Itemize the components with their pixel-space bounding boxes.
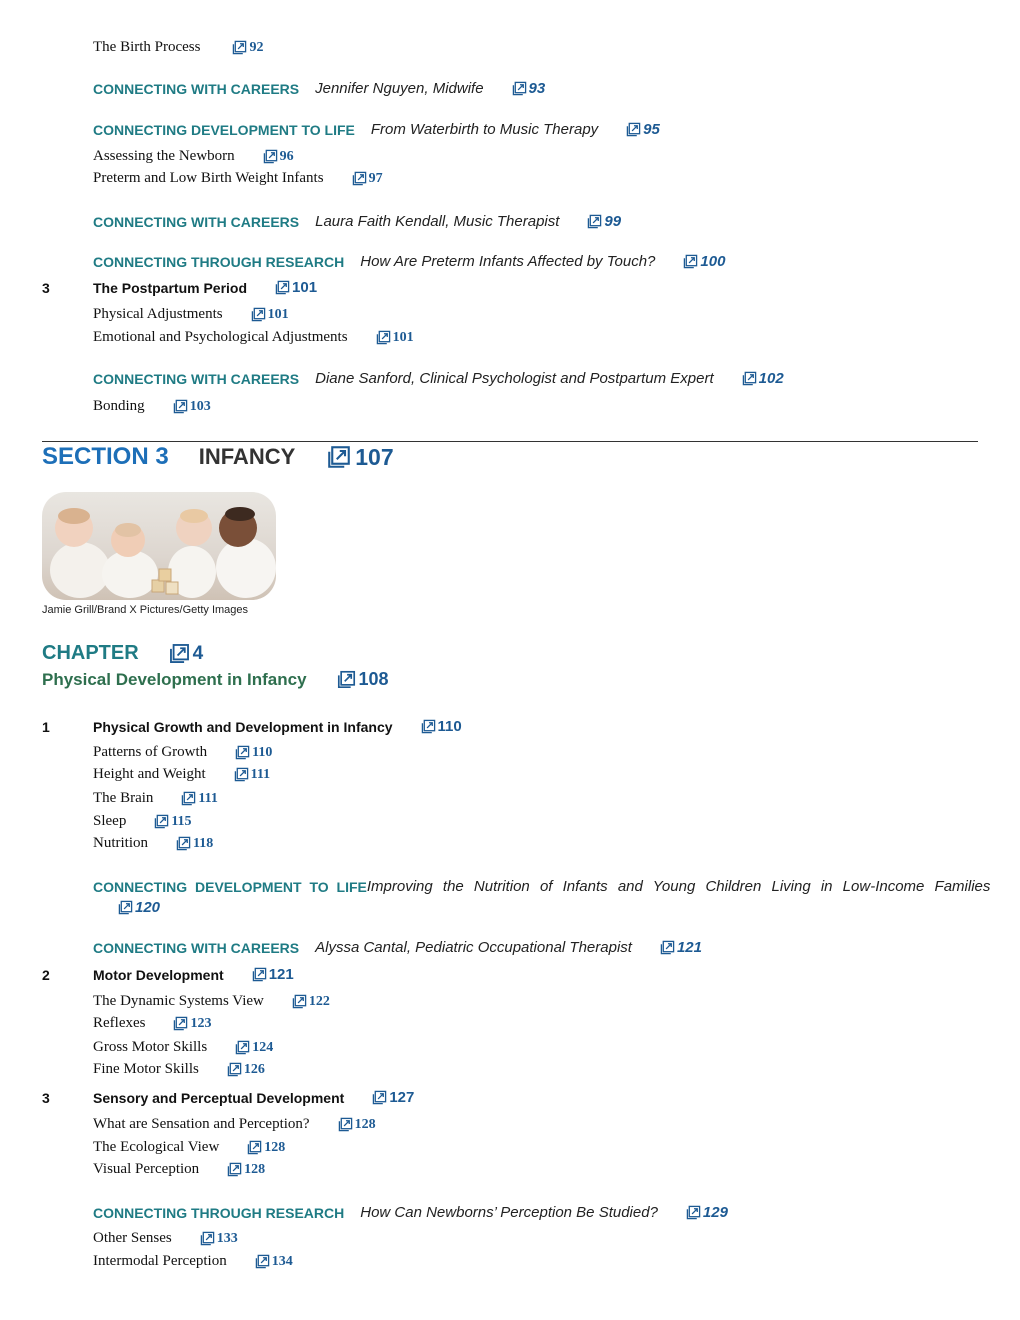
page-link[interactable] (275, 279, 317, 296)
external-link-icon (337, 670, 356, 689)
page-number: 128 (354, 1116, 376, 1132)
external-link-icon (232, 40, 247, 55)
page-number: 103 (189, 398, 211, 414)
page-link[interactable] (234, 767, 270, 783)
feature-title: How Are Preterm Infants Affected by Touch? (360, 253, 656, 270)
feature-entry[interactable] (93, 121, 660, 138)
external-link-icon (275, 280, 290, 295)
external-link-icon (118, 900, 133, 915)
page-link[interactable] (255, 1254, 293, 1270)
section-heading[interactable] (42, 443, 394, 471)
toc-entry[interactable] (93, 790, 218, 807)
entry-label: What are Sensation and Perception? (93, 1116, 310, 1132)
page-link[interactable] (376, 330, 414, 346)
page-link[interactable] (587, 213, 621, 230)
toc-entry[interactable] (93, 1061, 265, 1078)
entry-label: Intermodal Perception (93, 1253, 227, 1269)
page-link[interactable] (292, 994, 330, 1010)
toc-entry[interactable] (93, 1230, 238, 1247)
page-link[interactable] (251, 307, 289, 323)
toc-entry[interactable] (93, 398, 211, 415)
page-link[interactable] (227, 1162, 265, 1178)
page-number: 121 (268, 966, 294, 983)
external-link-icon (200, 1231, 215, 1246)
toc-entry[interactable] (93, 306, 289, 323)
page-number: 96 (279, 148, 294, 164)
external-link-icon (327, 445, 351, 469)
external-link-icon (247, 1140, 262, 1155)
page-number: 128 (244, 1161, 266, 1177)
page-link[interactable] (176, 836, 213, 852)
feature-tag: CONNECTING WITH CAREERS (93, 370, 300, 387)
page-number: 111 (250, 766, 271, 782)
entry-label: Assessing the Newborn (93, 148, 235, 164)
external-link-icon (173, 399, 188, 414)
subsection-number: 3 (42, 280, 50, 296)
page-number: 110 (252, 744, 273, 760)
feature-entry[interactable] (93, 213, 621, 230)
babies-illustration (42, 492, 276, 600)
feature-tag: CONNECTING DEVELOPMENT TO LIFE (93, 121, 355, 138)
external-link-icon (169, 643, 190, 664)
page-number: 126 (243, 1061, 265, 1077)
external-link-icon (683, 254, 698, 269)
subsection-title: The Postpartum Period (93, 279, 248, 296)
external-link-icon (686, 1205, 701, 1220)
page-link[interactable] (686, 1204, 728, 1221)
external-link-icon (235, 1040, 250, 1055)
page-number: 122 (308, 993, 330, 1009)
toc-entry[interactable] (93, 1015, 211, 1032)
feature-title: Alyssa Cantal, Pediatric Occupational Therapist (315, 939, 632, 956)
page-number: 100 (700, 253, 726, 270)
feature-tag: CONNECTING WITH CAREERS (93, 213, 300, 230)
entry-label: The Brain (93, 790, 154, 806)
page-link[interactable] (421, 718, 462, 735)
external-link-icon (352, 171, 367, 186)
subsection-title: Physical Growth and Development in Infancy (93, 718, 393, 735)
toc-entry[interactable] (93, 1116, 376, 1133)
page-link[interactable] (352, 171, 383, 187)
page-number: 121 (676, 939, 702, 956)
feature-title: Improving the Nutrition of Infants and Young Children Living in Low-Income Families (366, 878, 991, 895)
page-link[interactable] (512, 80, 546, 97)
feature-title: Diane Sanford, Clinical Psychologist and Postpartum Expert (315, 370, 714, 387)
feature-tag: CONNECTING WITH CAREERS (93, 80, 300, 97)
entry-label: Sleep (93, 813, 127, 829)
feature-entry[interactable] (93, 939, 702, 956)
external-link-icon (263, 149, 278, 164)
toc-entry[interactable] (93, 1139, 285, 1156)
feature-title: From Waterbirth to Music Therapy (370, 121, 599, 138)
page-number: 118 (193, 835, 214, 851)
external-link-icon (376, 330, 391, 345)
page-number: 128 (264, 1139, 286, 1155)
page-number: 107 (355, 443, 394, 470)
page-link[interactable] (626, 121, 660, 138)
page-number: 111 (198, 790, 218, 806)
feature-entry[interactable] (93, 878, 991, 895)
feature-title: How Can Newborns’ Perception Be Studied? (360, 1204, 658, 1221)
page-link[interactable] (173, 399, 211, 415)
external-link-icon (251, 307, 266, 322)
entry-label: Reflexes (93, 1015, 146, 1031)
page-number: 110 (437, 718, 462, 735)
page-link[interactable] (173, 1016, 211, 1032)
subsection-heading[interactable] (93, 718, 462, 735)
external-link-icon (626, 122, 641, 137)
page-link[interactable] (327, 444, 393, 471)
page-link[interactable] (338, 1117, 376, 1133)
external-link-icon (660, 940, 675, 955)
external-link-icon (421, 719, 436, 734)
chapter-title: Physical Development in Infancy (42, 669, 307, 689)
subsection-title: Sensory and Perceptual Development (93, 1089, 345, 1106)
page-link[interactable] (118, 899, 160, 916)
external-link-icon (372, 1090, 387, 1105)
entry-label: Patterns of Growth (93, 744, 208, 760)
chapter-number: 4 (192, 642, 204, 664)
external-link-icon (252, 967, 267, 982)
photo-credit: Jamie Grill/Brand X Pictures/Getty Images (42, 604, 249, 616)
subsection-heading[interactable] (93, 279, 317, 296)
entry-label: Emotional and Psychological Adjustments (93, 329, 348, 345)
toc-entry[interactable] (93, 993, 330, 1010)
subsection-number: 1 (42, 719, 50, 735)
page-number: 92 (249, 39, 264, 55)
feature-entry[interactable] (93, 1204, 728, 1221)
external-link-icon (176, 836, 191, 851)
toc-entry[interactable] (93, 1253, 293, 1270)
toc-entry[interactable] (93, 1161, 265, 1178)
page-link[interactable] (232, 40, 263, 56)
external-link-icon (255, 1254, 270, 1269)
toc-entry[interactable] (93, 329, 414, 346)
page-number: 127 (389, 1089, 415, 1106)
page-number: 99 (604, 213, 622, 230)
page-link[interactable] (169, 643, 204, 665)
toc-entry[interactable] (93, 766, 270, 783)
toc-entry[interactable] (93, 813, 192, 830)
page-number: 101 (292, 279, 318, 296)
external-link-icon (512, 81, 527, 96)
external-link-icon (235, 745, 250, 760)
page-link[interactable] (372, 1089, 414, 1106)
entry-label: Visual Perception (93, 1161, 200, 1177)
external-link-icon (181, 791, 196, 806)
entry-label: Gross Motor Skills (93, 1039, 208, 1055)
external-link-icon (173, 1016, 188, 1031)
external-link-icon (234, 767, 249, 782)
page-number: 102 (758, 370, 784, 387)
external-link-icon (338, 1117, 353, 1132)
page-number: 123 (190, 1015, 212, 1031)
page-link[interactable] (247, 1140, 285, 1156)
feature-tag: CONNECTING THROUGH RESEARCH (93, 253, 345, 270)
external-link-icon (227, 1162, 242, 1177)
external-link-icon (154, 814, 169, 829)
page-number: 115 (171, 813, 192, 829)
subsection-heading[interactable] (93, 1089, 414, 1106)
chapter-label: CHAPTER (42, 642, 139, 664)
page-link[interactable] (227, 1062, 265, 1078)
feature-entry[interactable] (93, 253, 725, 270)
subsection-number: 3 (42, 1090, 50, 1106)
page-link[interactable] (235, 745, 272, 761)
page-link[interactable] (337, 669, 389, 690)
feature-entry[interactable] (93, 80, 545, 97)
chapter-heading[interactable] (42, 642, 203, 665)
entry-label: Preterm and Low Birth Weight Infants (93, 170, 324, 186)
page-number: 133 (216, 1230, 238, 1246)
page-number: 108 (358, 669, 389, 689)
external-link-icon (742, 371, 757, 386)
page-link[interactable] (263, 149, 294, 165)
entry-label: The Dynamic Systems View (93, 993, 264, 1009)
page-number: 101 (267, 306, 289, 322)
toc-entry[interactable] (93, 148, 294, 165)
toc-entry[interactable] (93, 744, 272, 761)
page-link[interactable] (742, 370, 784, 387)
entry-label: Nutrition (93, 835, 148, 851)
page-number: 93 (528, 80, 546, 97)
toc-entry[interactable] (93, 835, 213, 852)
entry-label: The Ecological View (93, 1139, 220, 1155)
feature-title: Jennifer Nguyen, Midwife (315, 80, 484, 97)
page-number: 134 (271, 1253, 293, 1269)
page-number: 101 (392, 329, 414, 345)
chapter-title-row[interactable] (42, 669, 389, 690)
entry-label: Fine Motor Skills (93, 1061, 199, 1077)
page-link[interactable] (200, 1231, 238, 1247)
entry-label: Bonding (93, 398, 145, 414)
feature-title: Laura Faith Kendall, Music Therapist (315, 213, 560, 230)
page-number: 120 (135, 899, 161, 916)
page-number: 95 (643, 121, 660, 138)
page-number: 129 (702, 1204, 728, 1221)
toc-entry[interactable] (93, 39, 263, 56)
infants-photo (42, 492, 276, 600)
section-title: INFANCY (198, 444, 296, 469)
toc-entry[interactable] (93, 170, 383, 187)
subsection-number: 2 (42, 967, 50, 983)
feature-tag: CONNECTING DEVELOPMENT TO LIFE (93, 878, 367, 895)
page-link[interactable] (154, 814, 191, 830)
section-divider (42, 441, 978, 442)
external-link-icon (587, 214, 602, 229)
feature-entry[interactable] (93, 370, 784, 387)
page-link[interactable] (683, 253, 725, 270)
entry-label: The Birth Process (93, 39, 201, 55)
feature-tag: CONNECTING WITH CAREERS (93, 939, 300, 956)
page-link[interactable] (235, 1040, 273, 1056)
page-number: 97 (368, 170, 383, 186)
subsection-title: Motor Development (93, 966, 224, 983)
page-link[interactable] (660, 939, 702, 956)
external-link-icon (227, 1062, 242, 1077)
page-number: 124 (252, 1039, 274, 1055)
entry-label: Height and Weight (93, 766, 206, 782)
external-link-icon (292, 994, 307, 1009)
feature-page-row[interactable] (118, 899, 160, 920)
page-link[interactable] (252, 966, 294, 983)
entry-label: Other Senses (93, 1230, 172, 1246)
page-link[interactable] (181, 791, 217, 807)
entry-label: Physical Adjustments (93, 306, 223, 322)
feature-tag: CONNECTING THROUGH RESEARCH (93, 1204, 345, 1221)
toc-entry[interactable] (93, 1039, 273, 1056)
section-label: SECTION 3 (42, 443, 169, 470)
subsection-heading[interactable] (93, 966, 294, 983)
